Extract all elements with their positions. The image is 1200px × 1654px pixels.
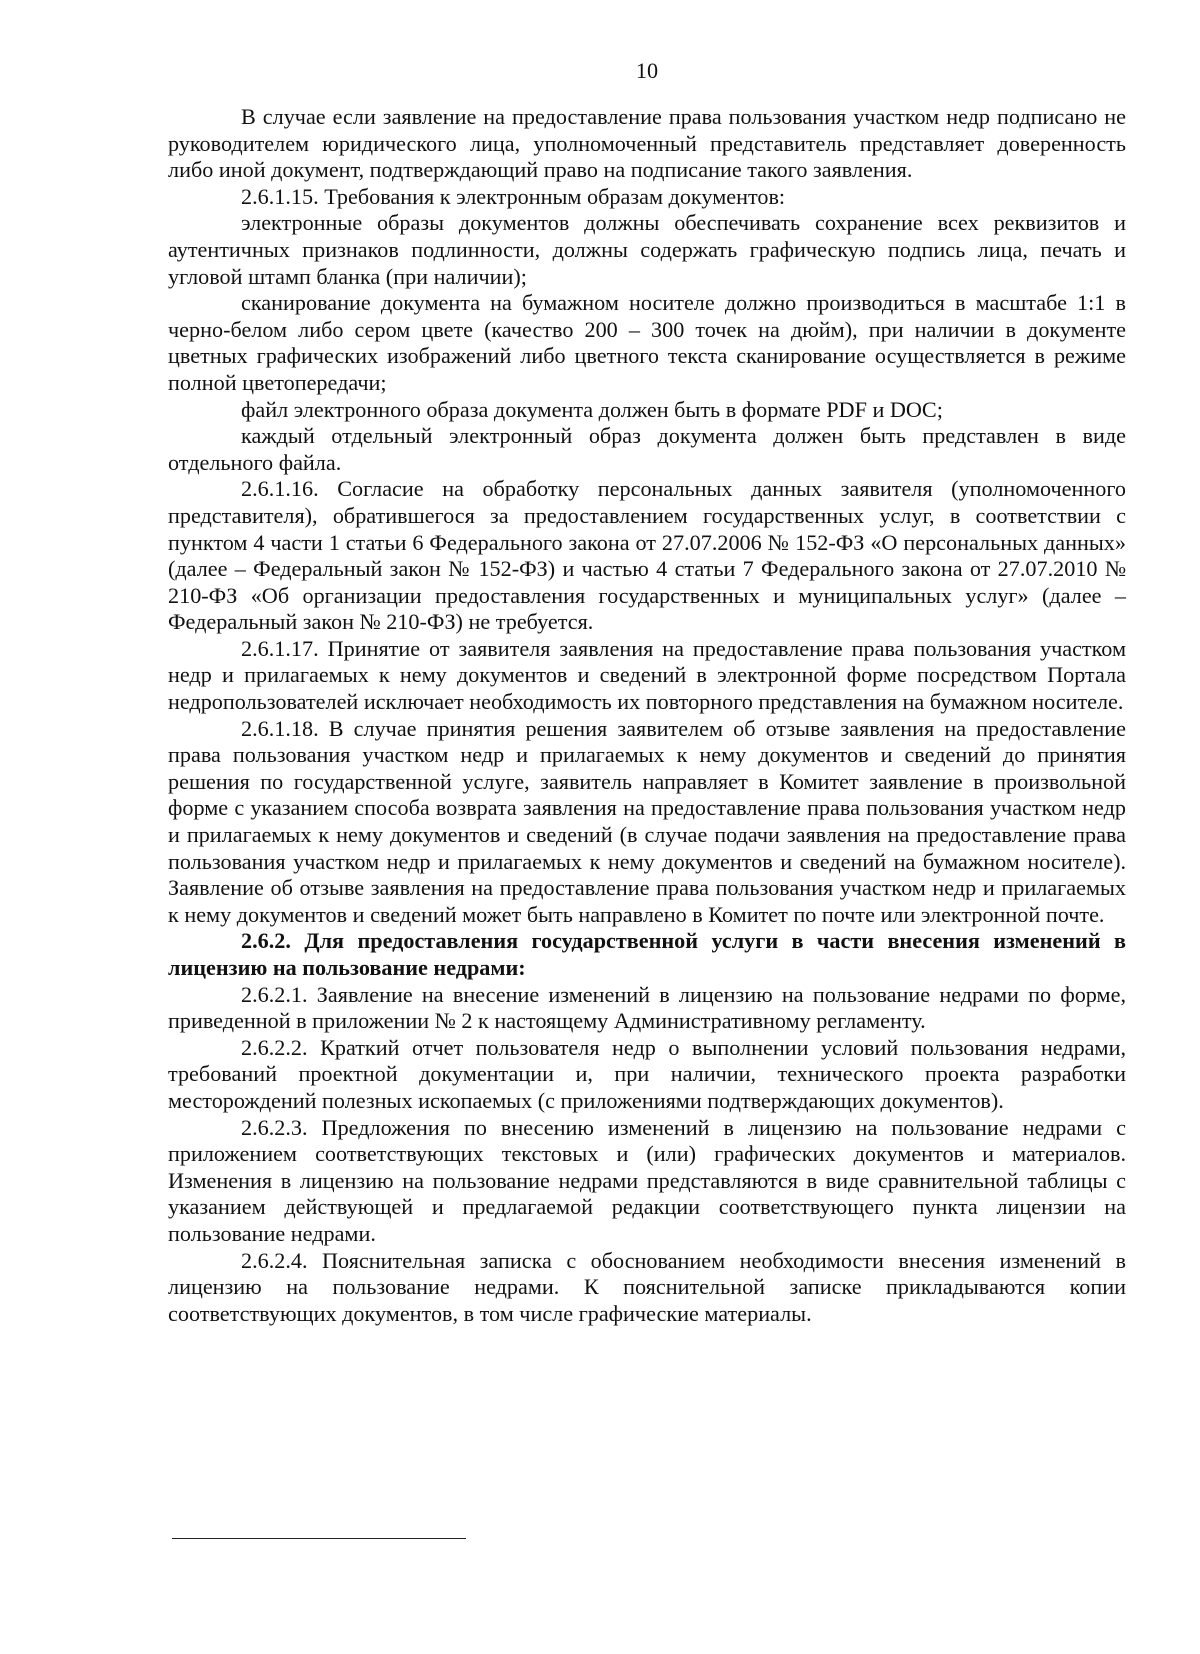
footnote-divider xyxy=(172,1538,466,1539)
paragraph-2-6-1-17: 2.6.1.17. Принятие от заявителя заявления на предоставление права пользования участком недр и прилагаемых к нему документов и сведений в электронной форме посредством Портала недропользователей исключает необходимость их повторного представления на бумажном носителе. xyxy=(168,635,1126,715)
paragraph-2-6-2-1: 2.6.2.1. Заявление на внесение изменений в лицензию на пользование недрами по форме, приведенной в приложении № 2 к настоящему Административному регламенту. xyxy=(168,981,1126,1034)
paragraph-signature-authority: В случае если заявление на предоставление права пользования участком недр подписано не руководителем юридического лица, уполномоченный представитель представляет доверенность либо иной документ, подтверждающий право на подписание такого заявления. xyxy=(168,104,1126,183)
paragraph-file-format: файл электронного образа документа должен быть в формате PDF и DOC; xyxy=(241,396,943,422)
document-page xyxy=(168,58,1126,1327)
paragraph-separate-file: каждый отдельный электронный образ документа должен быть представлен в виде отдельного файла. xyxy=(168,423,1126,475)
paragraph-electronic-images-requisites: электронные образы документов должны обеспечивать сохранение всех реквизитов и аутентичных признаков подлинности, должны содержать графическую подпись лица, печать и угловой штамп бланка (при наличии); xyxy=(168,210,1126,289)
paragraph-2-6-2-3: 2.6.2.3. Предложения по внесению изменений в лицензию на пользование недрами с приложением соответствующих текстовых и (или) графических документов и материалов. Изменения в лицензию на пользование недрами представляются в виде сравнительной таблицы с указанием действующей и предлагаемой редакции соответствующего пункта лицензии на пользование недрами. xyxy=(168,1114,1126,1246)
paragraph-scanning-requirements: сканирование документа на бумажном носителе должно производиться в масштабе 1:1 в черно-белом либо сером цвете (качество 200 – 300 точек на дюйм), при наличии в документе цветных графических изображений либо цветного текста сканирование осуществляется в режиме полной цветопередачи; xyxy=(168,290,1126,395)
page-number: 10 xyxy=(635,58,659,83)
paragraph-2-6-1-18: 2.6.1.18. В случае принятия решения заявителем об отзыве заявления на предоставление права пользования участком недр и прилагаемых к нему документов и сведений до принятия решения по государственной услуге, заявитель направляет в Комитет заявление в произвольной форме с указанием способа возврата заявления на предоставление права пользования участком недр и прилагаемых к нему документов и сведений (в случае подачи заявления на предоставление права пользования участком недр и прилагаемых к нему документов и сведений на бумажном носителе). Заявление об отзыве заявления на предоставление права пользования участком недр и прилагаемых к нему документов и сведений может быть направлено в Комитет по почте или электронной почте. xyxy=(168,715,1126,927)
section-heading-2-6-2: 2.6.2. Для предоставления государственной услуги в части внесения изменений в лицензию на пользование недрами: xyxy=(168,928,1126,980)
paragraph-2-6-2-4: 2.6.2.4. Пояснительная записка с обоснованием необходимости внесения изменений в лицензию на пользование недрами. К пояснительной записке прикладываются копии соответствующих документов, в том числе графические материалы. xyxy=(168,1247,1126,1326)
paragraph-2-6-1-15: 2.6.1.15. Требования к электронным образам документов: xyxy=(241,183,786,209)
paragraph-2-6-1-16: 2.6.1.16. Согласие на обработку персональных данных заявителя (уполномоченного представителя), обратившегося за предоставлением государственных услуг, в соответствии с пунктом 4 части 1 статьи 6 Федерального закона от 27.07.2006 № 152-ФЗ «О персональных данных» (далее – Федеральный закон № 152-ФЗ) и частью 4 статьи 7 Федерального закона от 27.07.2010 № 210-ФЗ «Об организации предоставления государственных и муниципальных услуг» (далее – Федеральный закон № 210-ФЗ) не требуется. xyxy=(168,476,1126,635)
paragraph-2-6-2-2: 2.6.2.2. Краткий отчет пользователя недр о выполнении условий пользования недрами, требований проектной документации и, при наличии, технического проекта разработки месторождений полезных ископаемых (с приложениями подтверждающих документов). xyxy=(168,1034,1126,1113)
